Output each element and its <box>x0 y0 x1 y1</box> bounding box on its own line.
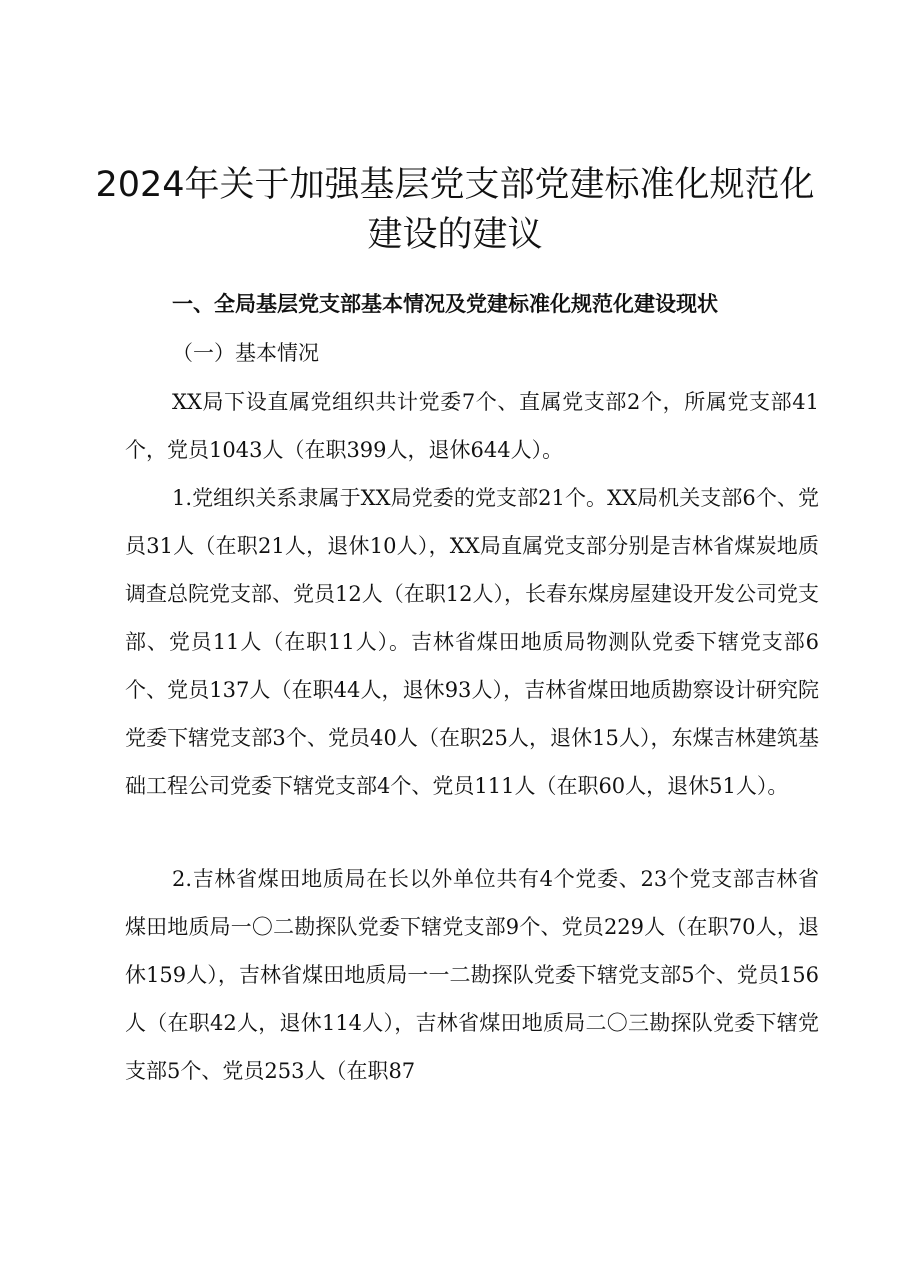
document-title-line-1: 2024年关于加强基层党支部党建标准化规范化 <box>95 165 815 205</box>
body-paragraph: 1.党组织关系隶属于XX局党委的党支部21个。XX局机关支部6个、党员31人（在职21人，退休10人），XX局直属党支部分别是吉林省煤炭地质调查总院党支部、党员12人（在职12人），长春东煤房屋建设开发公司党支部、党员11人（在职11人）。吉林省煤田地质局物测队党委下辖党支部6个、党员137人（在职44人，退休93人），吉林省煤田地质勘察设计研究院党委下辖党支部3个、党员40人（在职25人，退休15人），东煤吉林建筑基础工程公司党委下辖党支部4个、党员111人（在职60人，退休51人）。 <box>125 486 819 798</box>
section-heading: 一、全局基层党支部基本情况及党建标准化规范化建设现状 <box>172 292 718 316</box>
body-paragraph: XX局下设直属党组织共计党委7个、直属党支部2个，所属党支部41个，党员1043人（在职399人，退休644人）。 <box>125 390 819 462</box>
document-title-line-2: 建设的建议 <box>367 215 543 255</box>
subsection-heading: （一）基本情况 <box>172 341 319 365</box>
body-paragraph: 2.吉林省煤田地质局在长以外单位共有4个党委、23个党支部吉林省煤田地质局一〇二勘探队党委下辖党支部9个、党员229人（在职70人，退休159人），吉林省煤田地质局一一二勘探队党委下辖党支部5个、党员156人（在职42人，退休114人），吉林省煤田地质局二〇三勘探队党委下辖党支部5个、党员253人（在职87 <box>125 867 819 1083</box>
